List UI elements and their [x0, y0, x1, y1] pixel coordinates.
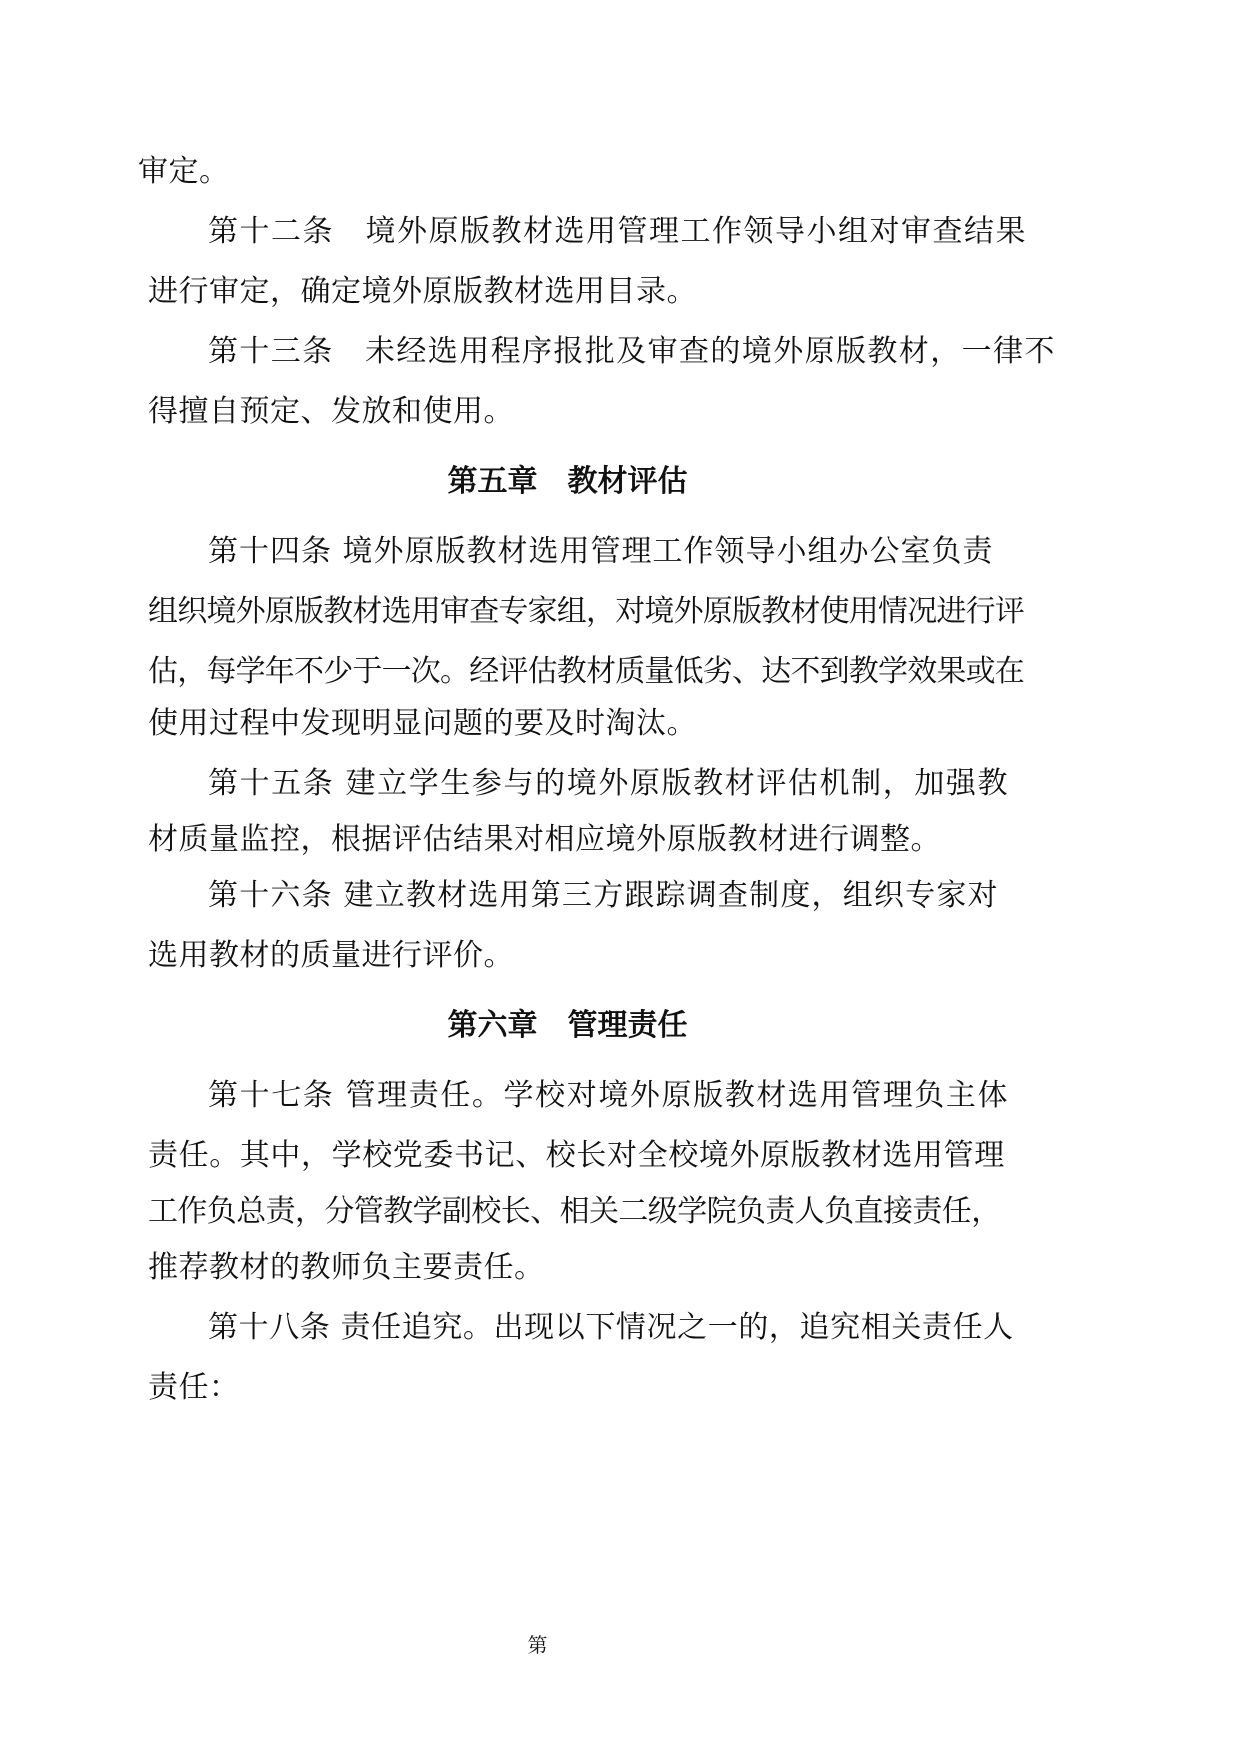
article-18-line: 第十八条 责任追究。出现以下情况之一的，追究相关责任人: [208, 1310, 1014, 1345]
paragraph-line: 推荐教材的教师负主要责任。: [148, 1250, 545, 1285]
chapter-6-heading: 第六章 管理责任: [447, 1008, 688, 1043]
paragraph-line: 责任。其中，学校党委书记、校长对全校境外原版教材选用管理: [148, 1138, 1005, 1173]
paragraph-line: 审定。: [138, 154, 230, 189]
article-13-line: 第十三条 未经选用程序报批及审查的境外原版教材，一律不: [208, 334, 1056, 369]
paragraph-line: 得擅自预定、发放和使用。: [148, 394, 514, 429]
paragraph-line: 估，每学年不少于一次。经评估教材质量低劣、达不到教学效果或在: [148, 654, 1024, 689]
chapter-5-heading: 第五章 教材评估: [447, 464, 688, 499]
paragraph-line: 选用教材的质量进行评价。: [148, 938, 514, 973]
paragraph-line: 工作负总责，分管教学副校长、相关二级学院负责人负直接责任，: [148, 1194, 1001, 1229]
page-footer: 第: [527, 1633, 548, 1657]
article-17-line: 第十七条 管理责任。学校对境外原版教材选用管理负主体: [208, 1078, 1010, 1113]
article-16-line: 第十六条 建立教材选用第三方跟踪调查制度，组织专家对: [208, 878, 999, 913]
paragraph-line: 责任：: [148, 1370, 240, 1405]
paragraph-line: 组织境外原版教材选用审查专家组，对境外原版教材使用情况进行评: [148, 594, 1024, 629]
article-15-line: 第十五条 建立学生参与的境外原版教材评估机制，加强教: [208, 766, 1010, 801]
article-14-line: 第十四条 境外原版教材选用管理工作领导小组办公室负责: [208, 534, 994, 569]
paragraph-line: 使用过程中发现明显问题的要及时淘汰。: [148, 706, 697, 741]
paragraph-line: 材质量监控，根据评估结果对相应境外原版教材进行调整。: [148, 822, 941, 857]
paragraph-line: 进行审定，确定境外原版教材选用目录。: [148, 274, 697, 309]
article-12-line: 第十二条 境外原版教材选用管理工作领导小组对审查结果: [208, 214, 1027, 249]
